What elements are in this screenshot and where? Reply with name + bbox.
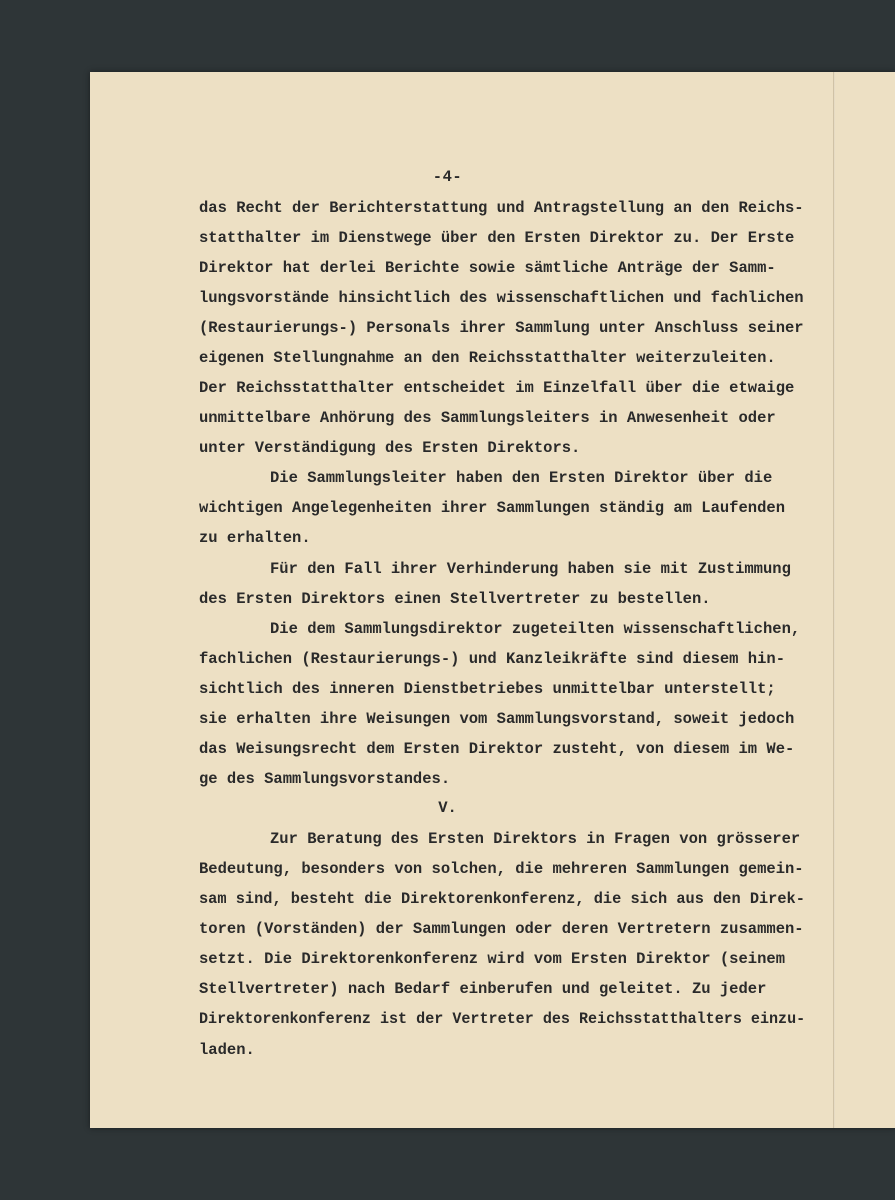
page-fold xyxy=(833,72,835,1128)
text-line: unmittelbare Anhörung des Sammlungsleiters in Anwesenheit oder xyxy=(199,409,776,427)
text-line: setzt. Die Direktorenkonferenz wird vom Ersten Direktor (seinem xyxy=(199,950,785,968)
text-line: toren (Vorständen) der Sammlungen oder deren Vertretern zusammen- xyxy=(199,920,804,938)
text-line: zu erhalten. xyxy=(199,529,311,547)
text-line: Direktor hat derlei Berichte sowie sämtliche Anträge der Samm- xyxy=(199,259,776,277)
text-line: wichtigen Angelegenheiten ihrer Sammlungen ständig am Laufenden xyxy=(199,499,785,517)
text-line: des Ersten Direktors einen Stellvertreter zu bestellen. xyxy=(199,590,711,608)
text-line: Der Reichsstatthalter entscheidet im Einzelfall über die etwaige xyxy=(199,379,795,397)
text-line: ge des Sammlungsvorstandes. xyxy=(199,770,451,788)
text-line: sie erhalten ihre Weisungen vom Sammlungsvorstand, soweit jedoch xyxy=(199,710,795,728)
text-line: lungsvorstände hinsichtlich des wissenschaftlichen und fachlichen xyxy=(199,289,804,307)
text-line: sam sind, besteht die Direktorenkonferenz, die sich aus den Direk- xyxy=(199,890,805,908)
page-number: -4- xyxy=(432,168,463,186)
text-line: Für den Fall ihrer Verhinderung haben sie mit Zustimmung xyxy=(270,560,791,578)
text-line: Bedeutung, besonders von solchen, die mehreren Sammlungen gemein- xyxy=(199,860,804,878)
text-line: sichtlich des inneren Dienstbetriebes unmittelbar unterstellt; xyxy=(199,680,776,698)
section-heading: V. xyxy=(438,799,457,817)
text-line: Die Sammlungsleiter haben den Ersten Direktor über die xyxy=(270,469,773,487)
text-line: Direktorenkonferenz ist der Vertreter des Reichsstatthalters einzu- xyxy=(199,1010,806,1028)
text-line: das Weisungsrecht dem Ersten Direktor zusteht, von diesem im We- xyxy=(199,740,795,758)
text-line: laden. xyxy=(199,1041,255,1059)
text-line: statthalter im Dienstwege über den Ersten Direktor zu. Der Erste xyxy=(199,229,795,247)
text-line: Stellvertreter) nach Bedarf einberufen und geleitet. Zu jeder xyxy=(199,980,767,998)
text-line: (Restaurierungs-) Personals ihrer Sammlung unter Anschluss seiner xyxy=(199,319,804,337)
text-line: unter Verständigung des Ersten Direktors. xyxy=(199,439,581,457)
text-line: Die dem Sammlungsdirektor zugeteilten wissenschaftlichen, xyxy=(270,620,801,638)
text-line: eigenen Stellungnahme an den Reichsstatthalter weiterzuleiten. xyxy=(199,349,776,367)
text-line: fachlichen (Restaurierungs-) und Kanzleikräfte sind diesem hin- xyxy=(199,650,785,668)
text-line: das Recht der Berichterstattung und Antragstellung an den Reichs- xyxy=(199,199,804,217)
text-line: Zur Beratung des Ersten Direktors in Fragen von grösserer xyxy=(270,830,801,848)
